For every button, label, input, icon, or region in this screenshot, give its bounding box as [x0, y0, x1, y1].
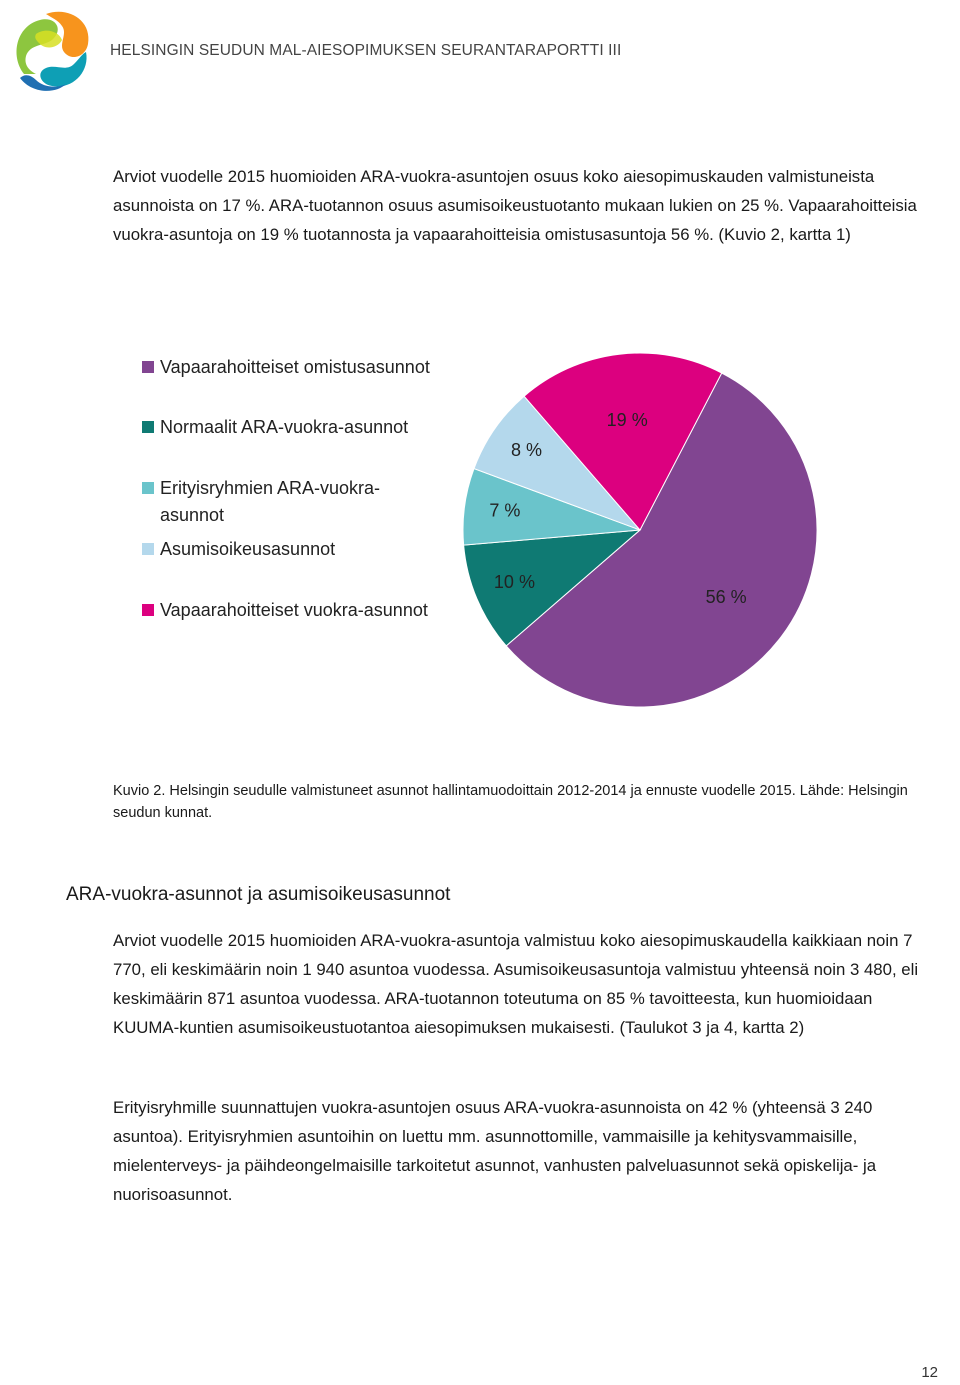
section-paragraph: Erityisryhmille suunnattujen vuokra-asuntojen osuus ARA-vuokra-asunnoista on 42 % (yhteensä 3 240 asuntoa). Erityisryhmien asuntoihin on luettu mm. asunnottomille, vammaisille ja kehitysvammaisille, mielenterveys- ja päihdeongelmaisille tarkoitetut asunnot, vanhusten palveluasunnot sekä opiskelija- ja nuorisoasunnot. — [113, 1098, 877, 1204]
legend-item — [142, 354, 430, 381]
slice-data-label: 7 % — [489, 500, 521, 521]
legend-swatch — [142, 543, 154, 555]
section-heading: ARA-vuokra-asunnot ja asumisoikeusasunnot — [66, 884, 451, 905]
legend-item — [142, 414, 430, 441]
running-header: HELSINGIN SEUDUN MAL-AIESOPIMUKSEN SEURANTARAPORTTI III — [110, 42, 622, 59]
legend-label: Vapaarahoitteiset vuokra-asunnot — [160, 600, 428, 620]
legend-item — [142, 536, 430, 563]
slice-data-label: 56 % — [705, 586, 747, 607]
section-paragraph: Arviot vuodelle 2015 huomioiden ARA-vuokra-asuntoja valmistuu koko aiesopimuskaudella kaikkiaan noin 7 770, eli keskimäärin noin 1 940 asuntoa vuodessa. Asumisoikeusasuntoja valmistuu yhteensä noin 3 480, eli keskimäärin 871 asuntoa vuodessa. ARA-tuotannon toteutuma on 85 % tavoitteesta, kun huomioidaan KUUMA-kuntien asumisoikeustuotantoa aiesopimuksen mukaisesti. (Taulukot 3 ja 4, kartta 2) — [113, 931, 919, 1037]
legend-label: Erityisryhmien ARA-vuokra-asunnot — [160, 478, 381, 525]
legend-item — [142, 597, 430, 624]
legend-swatch — [142, 421, 154, 433]
slice-data-label: 10 % — [493, 571, 535, 592]
legend-swatch — [142, 361, 154, 373]
legend-label: Asumisoikeusasunnot — [160, 539, 336, 559]
slice-data-label: 19 % — [606, 409, 648, 430]
legend-label: Vapaarahoitteiset omistusasunnot — [160, 357, 430, 377]
intro-paragraph: Arviot vuodelle 2015 huomioiden ARA-vuokra-asuntojen osuus koko aiesopimuskauden valmistuneista asunnoista on 17 %. ARA-tuotannon osuus asumisoikeustuotanto mukaan lukien on 25 %. Vapaarahoitteisia vuokra-asuntoja on 19 % tuotannosta ja vapaarahoitteisia omistusasuntoja 56 %. (Kuvio 2, kartta 1) — [113, 167, 917, 244]
logo-icon — [6, 4, 96, 94]
page-number: 12 — [921, 1364, 938, 1381]
legend-item — [142, 475, 430, 529]
figure-caption: Kuvio 2. Helsingin seudulle valmistuneet asunnot hallintamuodoittain 2012-2014 ja ennuste vuodelle 2015. Lähde: Helsingin seudun kunnat. — [113, 783, 908, 821]
pie-chart — [440, 330, 840, 730]
slice-data-label: 8 % — [510, 440, 543, 461]
legend-label: Normaalit ARA-vuokra-asunnot — [160, 417, 409, 437]
legend-swatch — [142, 604, 154, 616]
legend-swatch — [142, 482, 154, 494]
